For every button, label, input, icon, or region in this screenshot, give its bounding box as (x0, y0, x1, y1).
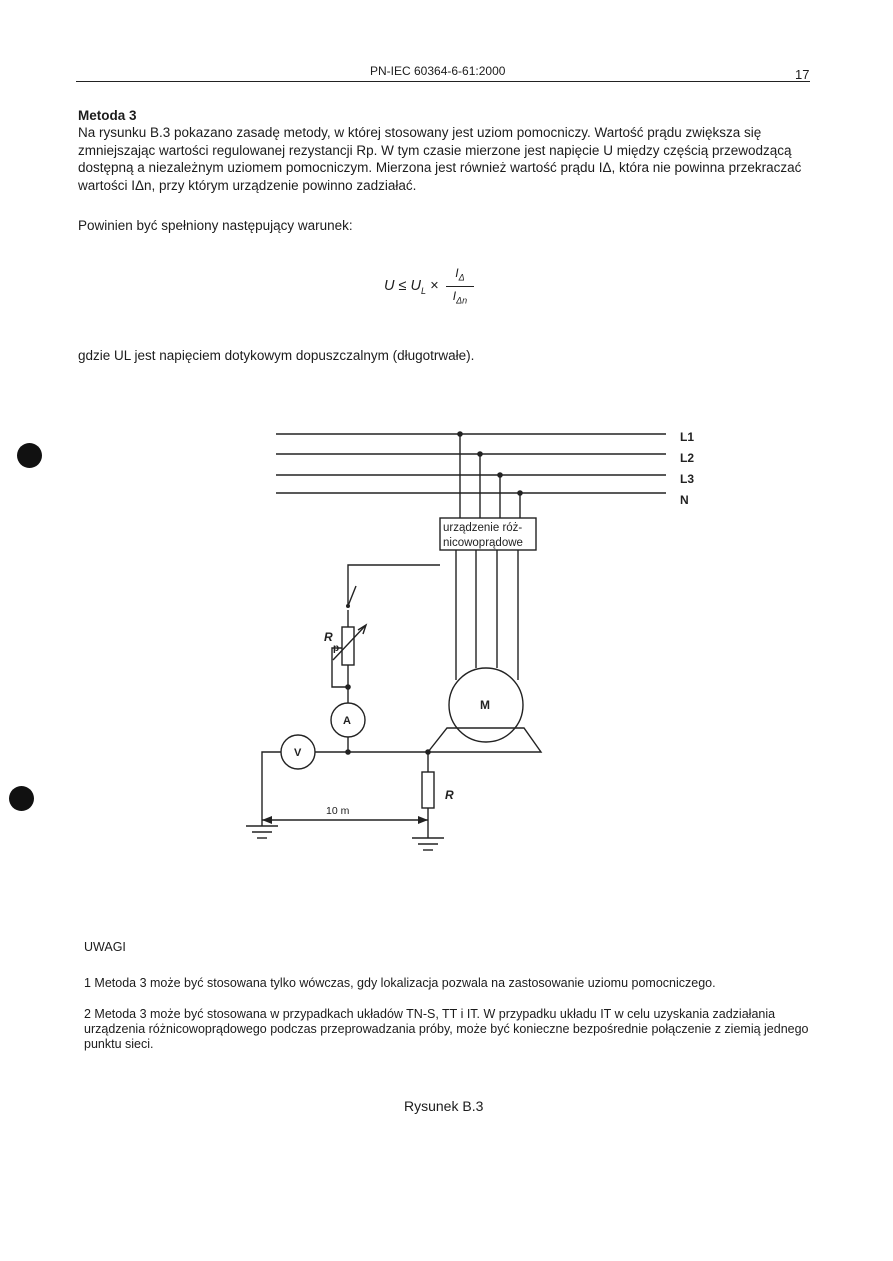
rcd-label-line1: urządzenie róż- (443, 522, 523, 534)
rcd-label-line2: nicowoprądowe (443, 537, 523, 549)
rp-sub-label: p (333, 643, 340, 654)
motor-label: M (480, 698, 490, 712)
label-l2: L2 (680, 451, 695, 465)
punch-hole-lower (9, 786, 34, 811)
earth-resistor (422, 772, 434, 808)
paragraph-condition-intro: Powinien być spełniony następujący warunek: (78, 218, 353, 233)
figure-caption: Rysunek B.3 (404, 1098, 484, 1114)
rp-resistor (342, 627, 354, 665)
ammeter-label: A (343, 715, 351, 727)
motor-frame (428, 728, 541, 752)
page-number: 17 (795, 67, 810, 82)
section-title: Metoda 3 (78, 108, 137, 123)
note-2: 2 Metoda 3 może być stosowana w przypadkach układów TN-S, TT i IT. W przypadku układu IT w celu uzyskania zadziałania urządzenia różnicowoprądowego podczas przeprowadzania próby, może być konieczne bezpośrednie połączenie z ziemią jednego punktu sieci. (84, 1007, 809, 1051)
punch-hole-upper (17, 443, 42, 468)
paragraph-ul-definition: gdzie UL jest napięciem dotykowym dopuszczalnym (długotrwałe). (78, 348, 475, 363)
paragraph-method-description: Na rysunku B.3 pokazano zasadę metody, w której stosowany jest uziom pomocniczy. Wartość prądu zwiększa się zmniejszając wartości regulowanej rezystancji Rp. W tym czasie mierzone jest napięcie U między częścią przewodzącą dostępną a niezależnym uziomem pomocniczym. Mierzona jest również wartość prądu IΔ, która nie powinna przekraczać wartości IΔn, przy którym urządzenie powinno zadziałać. (78, 125, 802, 193)
formula-lhs: $U \le U_L$ × (384, 278, 439, 296)
note-1: 1 Metoda 3 może być stosowana tylko wówczas, gdy lokalizacja pozwala na zastosowanie uziomu pomocniczego. (84, 976, 716, 990)
distance-label: 10 m (326, 805, 350, 817)
voltmeter-label: V (294, 747, 302, 759)
standard-header: PN-IEC 60364-6-61:2000 (370, 64, 506, 78)
formula-numerator: $I_\Delta$ (455, 266, 465, 283)
formula-denominator: $I_{\Delta n}$ (452, 289, 468, 306)
rp-label: R (324, 630, 333, 644)
label-n: N (680, 493, 689, 507)
label-l3: L3 (680, 472, 695, 486)
notes-heading: UWAGI (84, 940, 126, 954)
label-l1: L1 (680, 430, 695, 444)
resistor-label: R (445, 788, 454, 802)
